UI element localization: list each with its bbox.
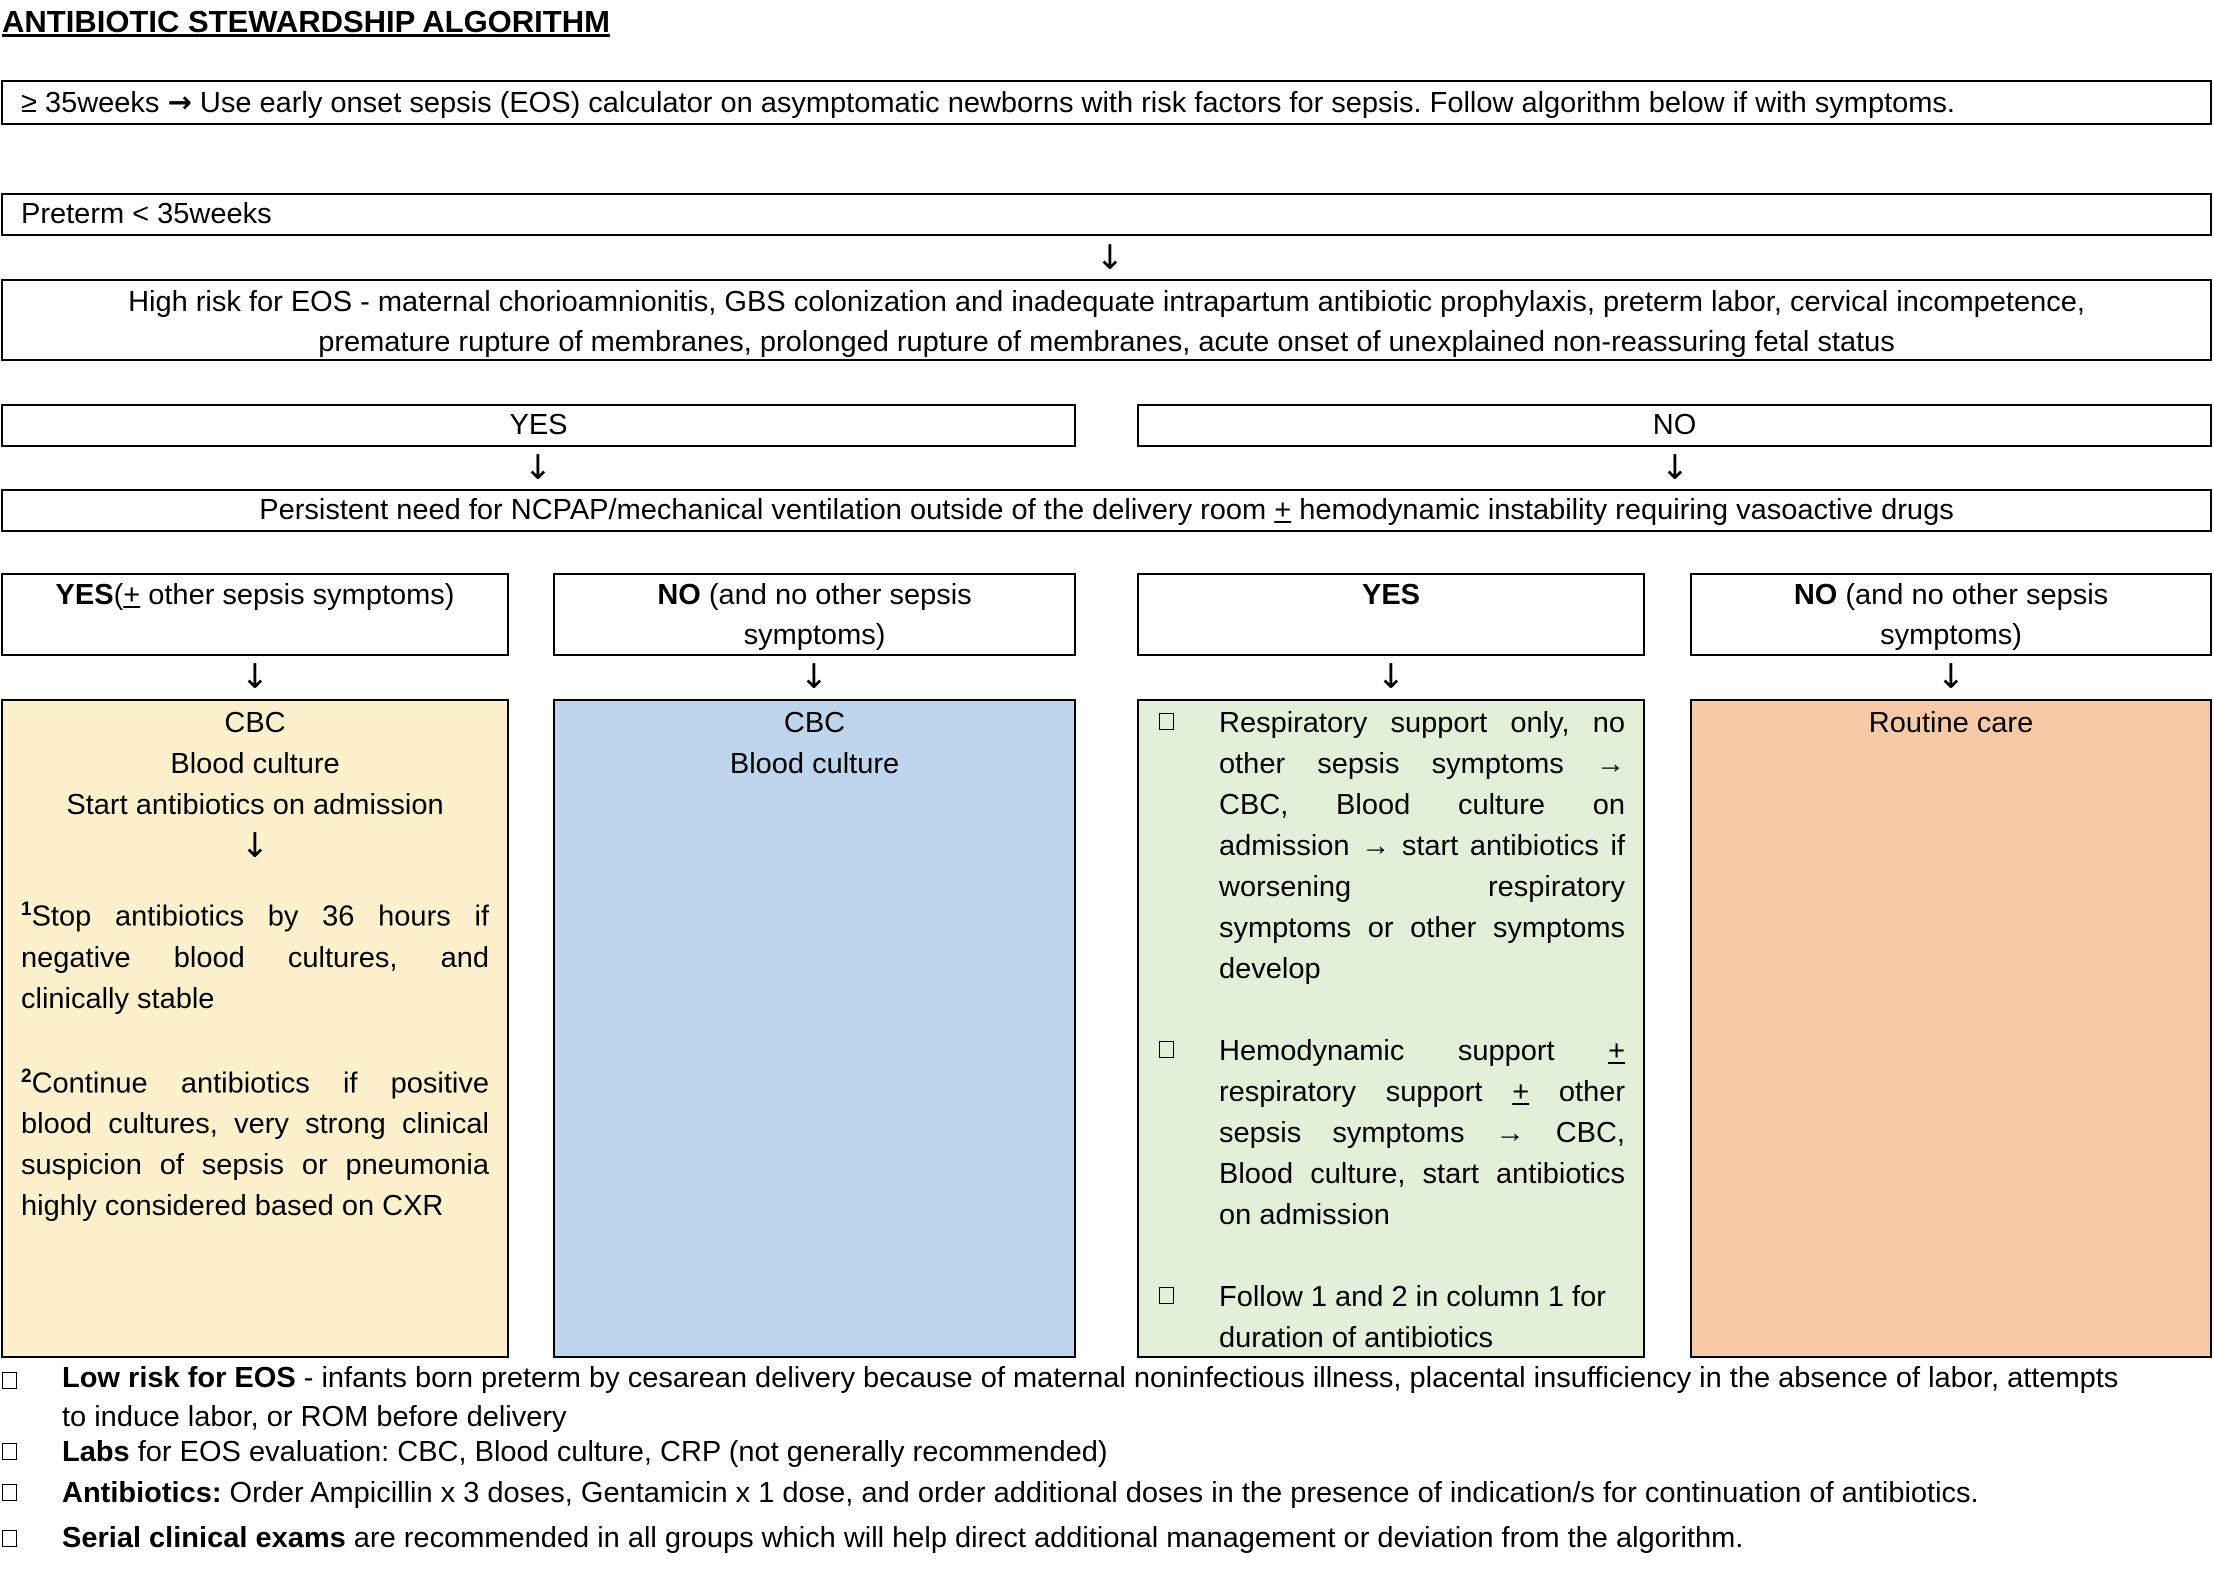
- high-risk-no-box: NO: [1137, 404, 2212, 447]
- checkbox-icon: [1159, 1287, 1174, 1304]
- down-arrow-icon: ↓: [799, 657, 829, 697]
- header-yes-label: YES: [55, 579, 114, 611]
- footnote-text-continued: to induce labor, or ROM before delivery: [62, 1401, 567, 1433]
- footnote-bold: Labs: [62, 1436, 130, 1468]
- page-title: ANTIBIOTIC STEWARDSHIP ALGORITHM: [2, 4, 610, 39]
- checkbox-icon: [2, 1372, 17, 1389]
- header-no-line-1: (and no other sepsis: [708, 579, 972, 611]
- footnote-text: for EOS evaluation: CBC, Blood culture, CRP (not generally recommended): [129, 1436, 1108, 1468]
- col3-hemodynamic-support: [1219, 1031, 1625, 1236]
- down-arrow-icon: ↓: [1095, 238, 1125, 278]
- footnote-low-risk: [62, 1359, 2212, 1437]
- col1-start-antibiotics: Start antibiotics on admission: [66, 789, 444, 821]
- footnote-text: Order Ampicillin x 3 doses, Gentamicin x 1 dose, and order additional doses in the presence of indication/s for continuation of antibiotics.: [221, 1477, 1979, 1509]
- col3-hemodynamic-b: respiratory support: [1219, 1076, 1483, 1108]
- footnote-serial-exams: [62, 1519, 1743, 1558]
- down-arrow-icon: ↓: [1660, 448, 1690, 488]
- col1-continue-antibiotics: Continue antibiotics if positive blood cultures, very strong clinical suspicion of sepsis or pneumonia highly considered based on CXR: [21, 1067, 489, 1223]
- header-yes-label: YES: [1361, 579, 1421, 611]
- plus-minus-symbol: +: [1274, 494, 1292, 526]
- checkbox-icon: [1159, 1041, 1174, 1058]
- column-4-box: [1690, 699, 2212, 1358]
- col3-hemodynamic-a: Hemodynamic support: [1219, 1035, 1555, 1067]
- footnote-antibiotics: [62, 1474, 1979, 1513]
- footnote-text: are recommended in all groups which will help direct additional management or deviation from the algorithm.: [345, 1522, 1744, 1554]
- header-no-other-symptoms: [553, 573, 1076, 656]
- high-risk-line-2: premature rupture of membranes, prolonged rupture of membranes, acute onset of unexplained non-reassuring fetal status: [318, 326, 1895, 358]
- footnote-1-marker: 1: [21, 899, 32, 920]
- plus-minus-symbol: +: [123, 579, 141, 611]
- col2-cbc: CBC: [783, 707, 846, 739]
- checkbox-icon: [2, 1443, 17, 1460]
- high-risk-box: [1, 279, 2212, 361]
- header-no-other-symptoms-2: [1690, 573, 2212, 656]
- header-paren: (: [113, 579, 124, 611]
- footnote-text: - infants born preterm by cesarean delivery because of maternal noninfectious illness, placental insufficiency in the absence of labor, attempts: [295, 1362, 2119, 1394]
- ncpap-text-before: Persistent need for NCPAP/mechanical ventilation outside of the delivery room: [259, 494, 1267, 526]
- down-arrow-icon: ↓: [1936, 657, 1966, 697]
- plus-minus-symbol: +: [1512, 1076, 1530, 1108]
- down-arrow-icon: ↓: [1376, 657, 1406, 697]
- header-no-line-2: symptoms): [1880, 619, 2022, 651]
- eos-calculator-box: [1, 80, 2212, 125]
- right-arrow-icon: →: [167, 85, 192, 119]
- col4-routine-care: Routine care: [1868, 707, 2034, 739]
- header-yes-2: [1137, 573, 1645, 656]
- col1-cbc: CBC: [224, 707, 286, 739]
- col1-blood-culture: Blood culture: [170, 748, 340, 780]
- header-no-line-2: symptoms): [743, 619, 886, 651]
- footnote-labs: [62, 1433, 1108, 1472]
- checkbox-icon: [2, 1530, 17, 1547]
- footnote-bold: Antibiotics:: [62, 1477, 222, 1509]
- down-arrow-icon: ↓: [240, 657, 270, 697]
- footnote-bold: Serial clinical exams: [62, 1522, 346, 1554]
- gestational-age-label: ≥ 35weeks: [21, 87, 160, 119]
- plus-minus-symbol: +: [1608, 1035, 1625, 1067]
- preterm-box: Preterm < 35weeks: [1, 193, 2212, 236]
- high-risk-yes-box: YES: [1, 404, 1076, 447]
- checkbox-icon: [1159, 713, 1174, 730]
- down-arrow-icon: ↓: [240, 826, 270, 866]
- ncpap-text-after: hemodynamic instability requiring vasoactive drugs: [1299, 494, 1954, 526]
- header-no-label: NO: [1793, 579, 1838, 611]
- column-1-box: [1, 699, 509, 1358]
- footnote-2-marker: 2: [21, 1065, 32, 1087]
- footnote-bold: Low risk for EOS: [62, 1362, 296, 1394]
- col1-stop-antibiotics: Stop antibiotics by 36 hours if negative blood cultures, and clinically stable: [21, 900, 489, 1015]
- column-2-box: [553, 699, 1076, 1358]
- header-no-line-1: (and no other sepsis: [1845, 579, 2109, 611]
- col3-hemodynamic-c: other sepsis symptoms → CBC, Blood culture, start antibiotics on admission: [1219, 1076, 1625, 1231]
- header-yes-rest: other sepsis symptoms): [148, 579, 455, 611]
- col3-respiratory-support: Respiratory support only, no other sepsis symptoms → CBC, Blood culture on admission → start antibiotics if worsening respiratory symptoms or other symptoms develop: [1219, 707, 1625, 985]
- column-3-box: [1137, 699, 1645, 1358]
- header-yes-other-symptoms: [1, 573, 509, 656]
- header-no-label: NO: [657, 579, 701, 611]
- ncpap-box: [1, 489, 2212, 532]
- checkbox-icon: [2, 1484, 17, 1501]
- eos-calculator-text: Use early onset sepsis (EOS) calculator on asymptomatic newborns with risk factors for sepsis. Follow algorithm below if with symptoms.: [199, 87, 1955, 119]
- high-risk-line-1: High risk for EOS - maternal chorioamnionitis, GBS colonization and inadequate intrapartum antibiotic prophylaxis, preterm labor, cervical incompetence,: [128, 286, 2085, 318]
- col2-blood-culture: Blood culture: [729, 748, 900, 780]
- col3-follow-column-1: Follow 1 and 2 in column 1 for duration of antibiotics: [1219, 1281, 1606, 1354]
- down-arrow-icon: ↓: [523, 448, 553, 488]
